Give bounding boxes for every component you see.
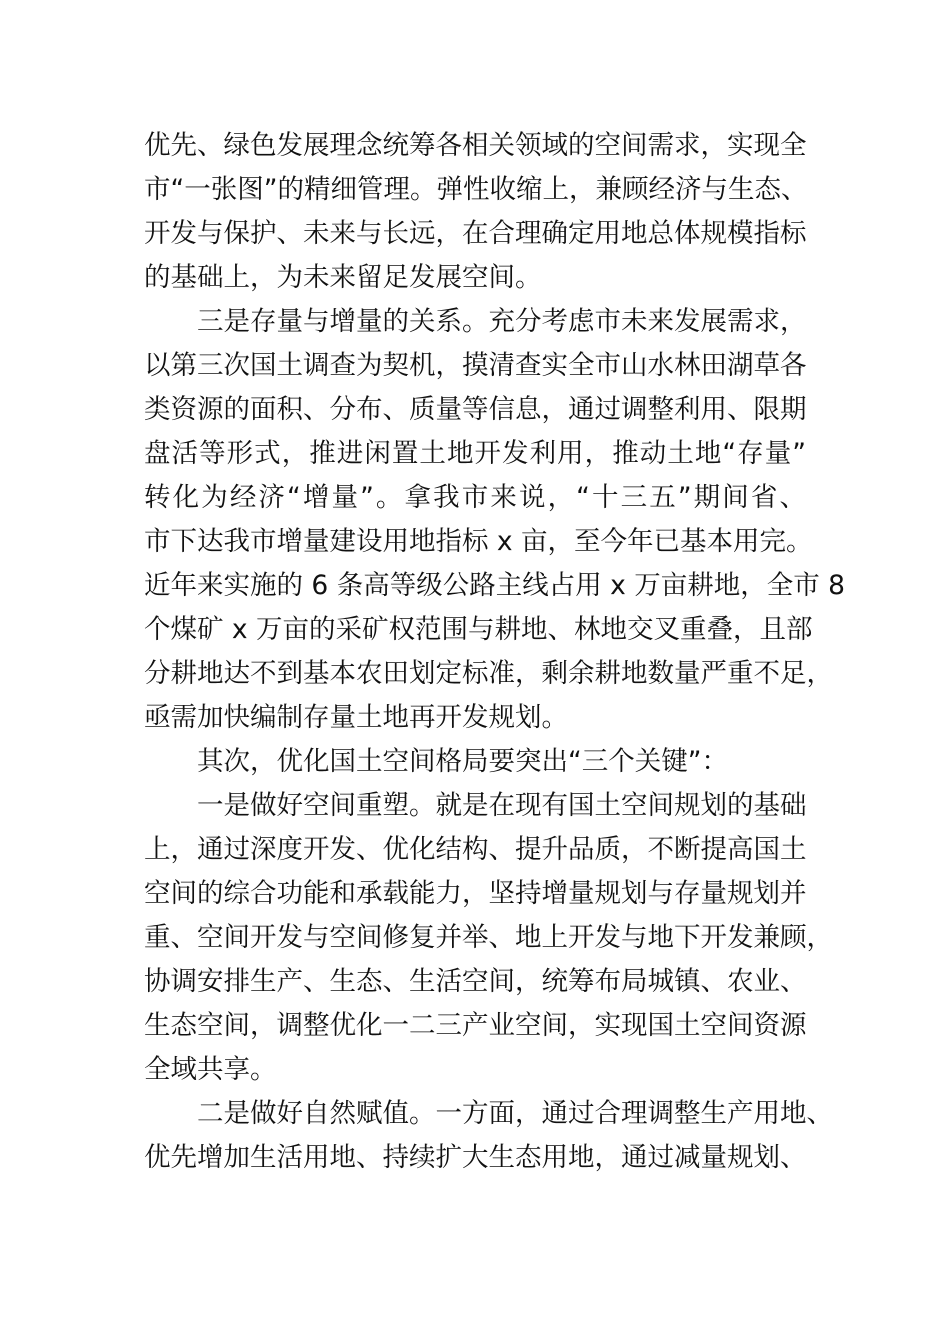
body-text [144, 124, 846, 1180]
text-line: 亟需加快编制存量土地再开发规划。 [144, 702, 568, 733]
text-line: 个煤矿 x 万亩的采矿权范围与耕地、林地交叉重叠，且部 [144, 614, 813, 645]
text-line: 近年来实施的 6 条高等级公路主线占用 x 万亩耕地，全市 8 [144, 570, 846, 601]
text-line: 优先、绿色发展理念统筹各相关领域的空间需求，实现全 [144, 130, 807, 161]
text-line: 市下达我市增量建设用地指标 x 亩，至今年已基本用完。 [144, 526, 813, 557]
text-line: 全域共享。 [144, 1054, 277, 1085]
text-line: 上，通过深度开发、优化结构、提升品质，不断提高国土 [144, 834, 807, 865]
text-line: 三是存量与增量的关系。充分考虑市未来发展需求， [197, 306, 807, 337]
text-line: 重、空间开发与空间修复并举、地上开发与地下开发兼顾， [144, 922, 833, 953]
text-line: 市“一张图”的精细管理。弹性收缩上，兼顾经济与生态、 [144, 174, 808, 205]
text-line: 类资源的面积、分布、质量等信息，通过调整利用、限期 [144, 394, 807, 425]
paragraph [144, 1092, 833, 1180]
text-line: 以第三次国土调查为契机，摸清查实全市山水林田湖草各 [144, 350, 807, 381]
paragraph [144, 784, 833, 1092]
text-line: 转化为经济“增量”。拿我市来说，“十三五”期间省、 [144, 482, 806, 513]
paragraph [144, 740, 806, 784]
paragraph [144, 124, 806, 300]
text-line: 的基础上，为未来留足发展空间。 [144, 262, 542, 293]
text-line: 开发与保护、未来与长远，在合理确定用地总体规模指标 [144, 218, 807, 249]
text-line: 其次，优化国土空间格局要突出“三个关键”： [197, 746, 728, 777]
text-line: 空间的综合功能和承载能力，坚持增量规划与存量规划并 [144, 878, 807, 909]
text-line: 盘活等形式，推进闲置土地开发利用，推动土地“存量” [144, 438, 806, 469]
text-line: 分耕地达不到基本农田划定标准，剩余耕地数量严重不足， [144, 658, 833, 689]
text-line: 生态空间，调整优化一二三产业空间，实现国土空间资源 [144, 1010, 807, 1041]
text-line: 优先增加生活用地、持续扩大生态用地，通过减量规划、 [144, 1142, 807, 1173]
text-line: 协调安排生产、生态、生活空间，统筹布局城镇、农业、 [144, 966, 807, 997]
text-line: 一是做好空间重塑。就是在现有国土空间规划的基础 [197, 790, 807, 821]
paragraph [144, 300, 846, 740]
text-line: 二是做好自然赋值。一方面，通过合理调整生产用地、 [197, 1098, 833, 1129]
